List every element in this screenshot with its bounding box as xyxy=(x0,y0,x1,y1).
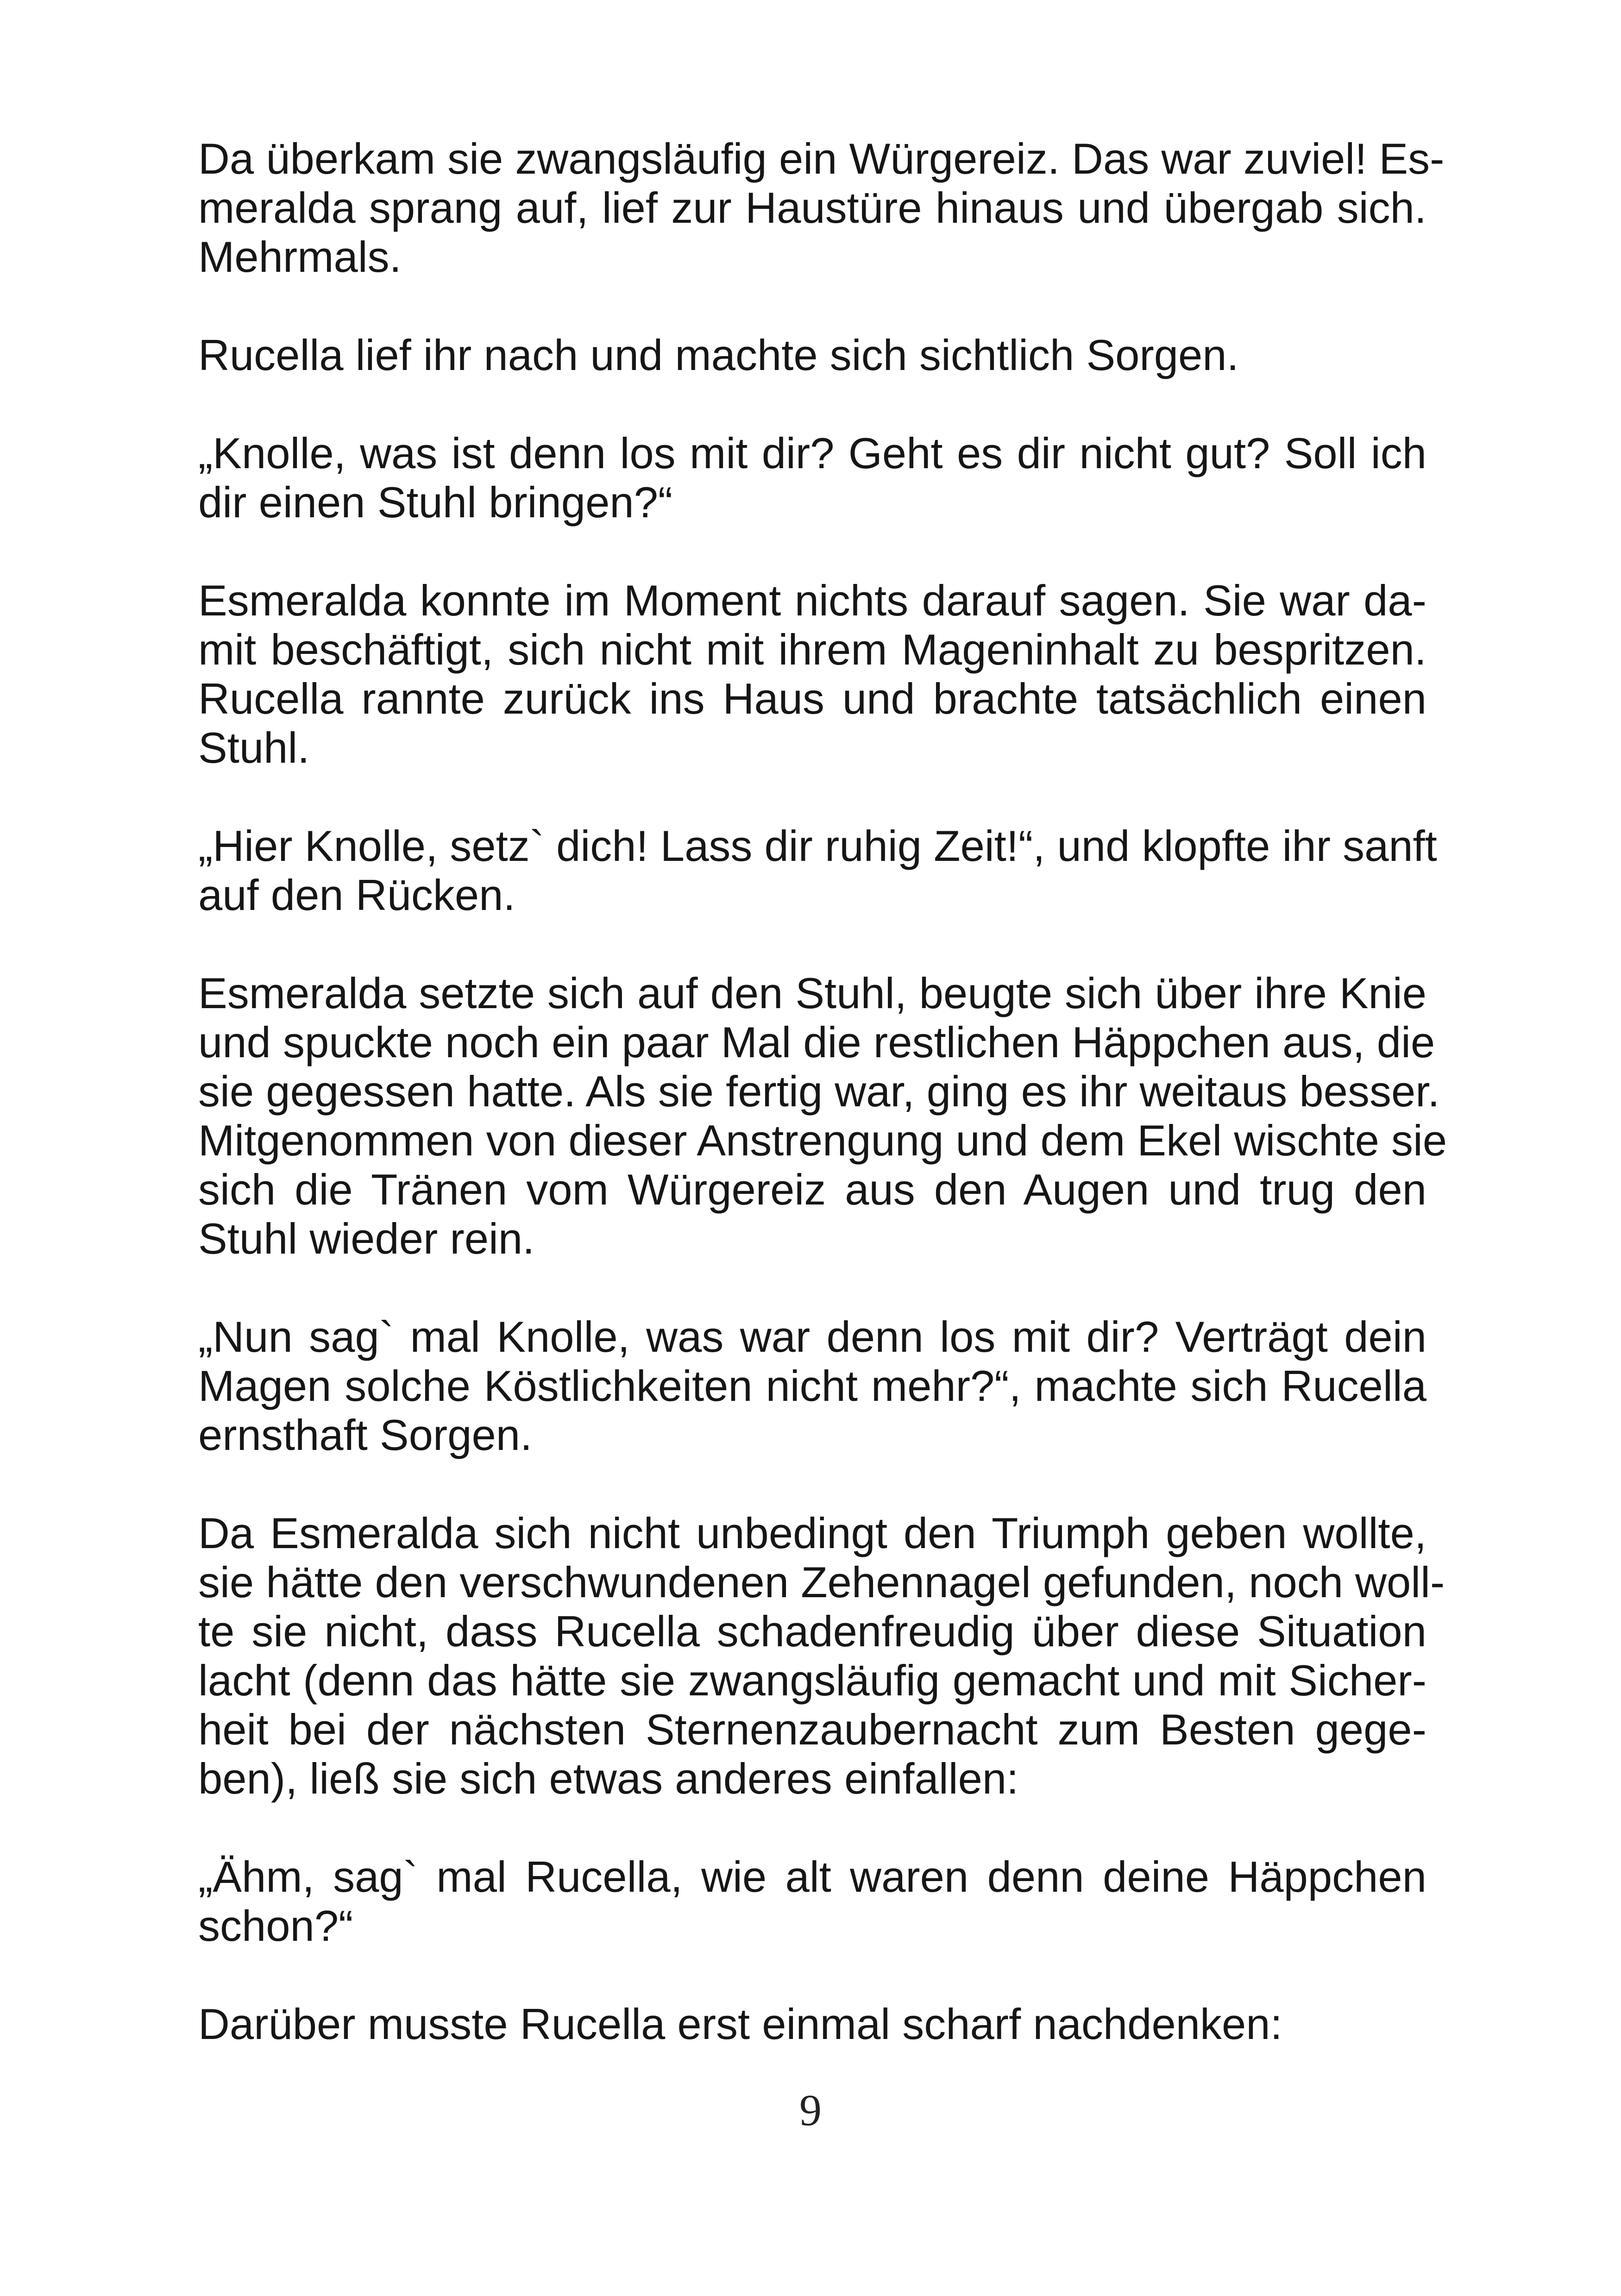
text-line: mit beschäftigt, sich nicht mit ihrem Mageninhalt zu bespritzen. xyxy=(198,625,1426,674)
text-line: meralda sprang auf, lief zur Haustüre hinaus und übergab sich. xyxy=(198,183,1426,232)
text-line: auf den Rücken. xyxy=(198,871,515,919)
text-line: „Knolle, was ist denn los mit dir? Geht es dir nicht gut? Soll ich xyxy=(198,429,1426,477)
text-line: „Nun sag` mal Knolle, was war denn los mit dir? Verträgt dein xyxy=(198,1312,1426,1361)
text-line: Da Esmeralda sich nicht unbedingt den Triumph geben wollte, xyxy=(198,1509,1426,1557)
text-line: Magen solche Köstlichkeiten nicht mehr?“, machte sich Rucella xyxy=(198,1361,1426,1410)
text-line: Esmeralda konnte im Moment nichts darauf sagen. Sie war da- xyxy=(198,576,1426,625)
text-line: Mitgenommen von dieser Anstrengung und dem Ekel wischte sie xyxy=(198,1116,1447,1165)
body-text xyxy=(198,134,1447,2098)
paragraph xyxy=(198,969,1447,1263)
text-line: Mehrmals. xyxy=(198,232,402,281)
text-line: heit bei der nächsten Sternenzaubernacht zum Besten gege- xyxy=(198,1705,1426,1754)
text-line: Da überkam sie zwangsläufig ein Würgereiz. Das war zuviel! Es- xyxy=(198,134,1445,183)
paragraph xyxy=(198,429,1426,527)
text-line: schon?“ xyxy=(198,1901,353,1950)
text-line: Darüber musste Rucella erst einmal scharf nachdenken: xyxy=(198,2000,1282,2048)
paragraph xyxy=(198,1509,1445,1803)
paragraph xyxy=(198,134,1445,282)
paragraph xyxy=(198,331,1426,380)
paragraph xyxy=(198,822,1437,920)
text-line: dir einen Stuhl bringen?“ xyxy=(198,478,673,527)
text-line: Rucella lief ihr nach und machte sich sichtlich Sorgen. xyxy=(198,331,1239,379)
text-line: Esmeralda setzte sich auf den Stuhl, beugte sich über ihre Knie xyxy=(198,969,1426,1017)
text-line: Stuhl wieder rein. xyxy=(198,1214,535,1263)
text-line: und spuckte noch ein paar Mal die restlichen Häppchen aus, die xyxy=(198,1018,1435,1066)
text-line: Stuhl. xyxy=(198,723,310,772)
text-line: lacht (denn das hätte sie zwangsläufig gemacht und mit Sicher- xyxy=(198,1656,1426,1705)
page-number: 9 xyxy=(799,2085,822,2135)
paragraph xyxy=(198,576,1426,772)
paragraph xyxy=(198,1852,1426,1951)
text-line: sich die Tränen vom Würgereiz aus den Augen und trug den xyxy=(198,1165,1426,1214)
paragraph xyxy=(198,1312,1426,1460)
paragraph xyxy=(198,2000,1426,2049)
text-line: sie gegessen hatte. Als sie fertig war, ging es ihr weitaus besser. xyxy=(198,1067,1440,1116)
text-line: te sie nicht, dass Rucella schadenfreudig über diese Situation xyxy=(198,1607,1426,1656)
text-line: ernsthaft Sorgen. xyxy=(198,1411,533,1459)
text-line: „Ähm, sag` mal Rucella, wie alt waren denn deine Häppchen xyxy=(198,1852,1426,1901)
text-line: „Hier Knolle, setz` dich! Lass dir ruhig Zeit!“, und klopfte ihr sanft xyxy=(198,822,1437,870)
text-line: ben), ließ sie sich etwas anderes einfallen: xyxy=(198,1754,1019,1803)
text-line: Rucella rannte zurück ins Haus und brachte tatsächlich einen xyxy=(198,674,1426,723)
text-line: sie hätte den verschwundenen Zehennagel gefunden, noch woll- xyxy=(198,1558,1445,1606)
